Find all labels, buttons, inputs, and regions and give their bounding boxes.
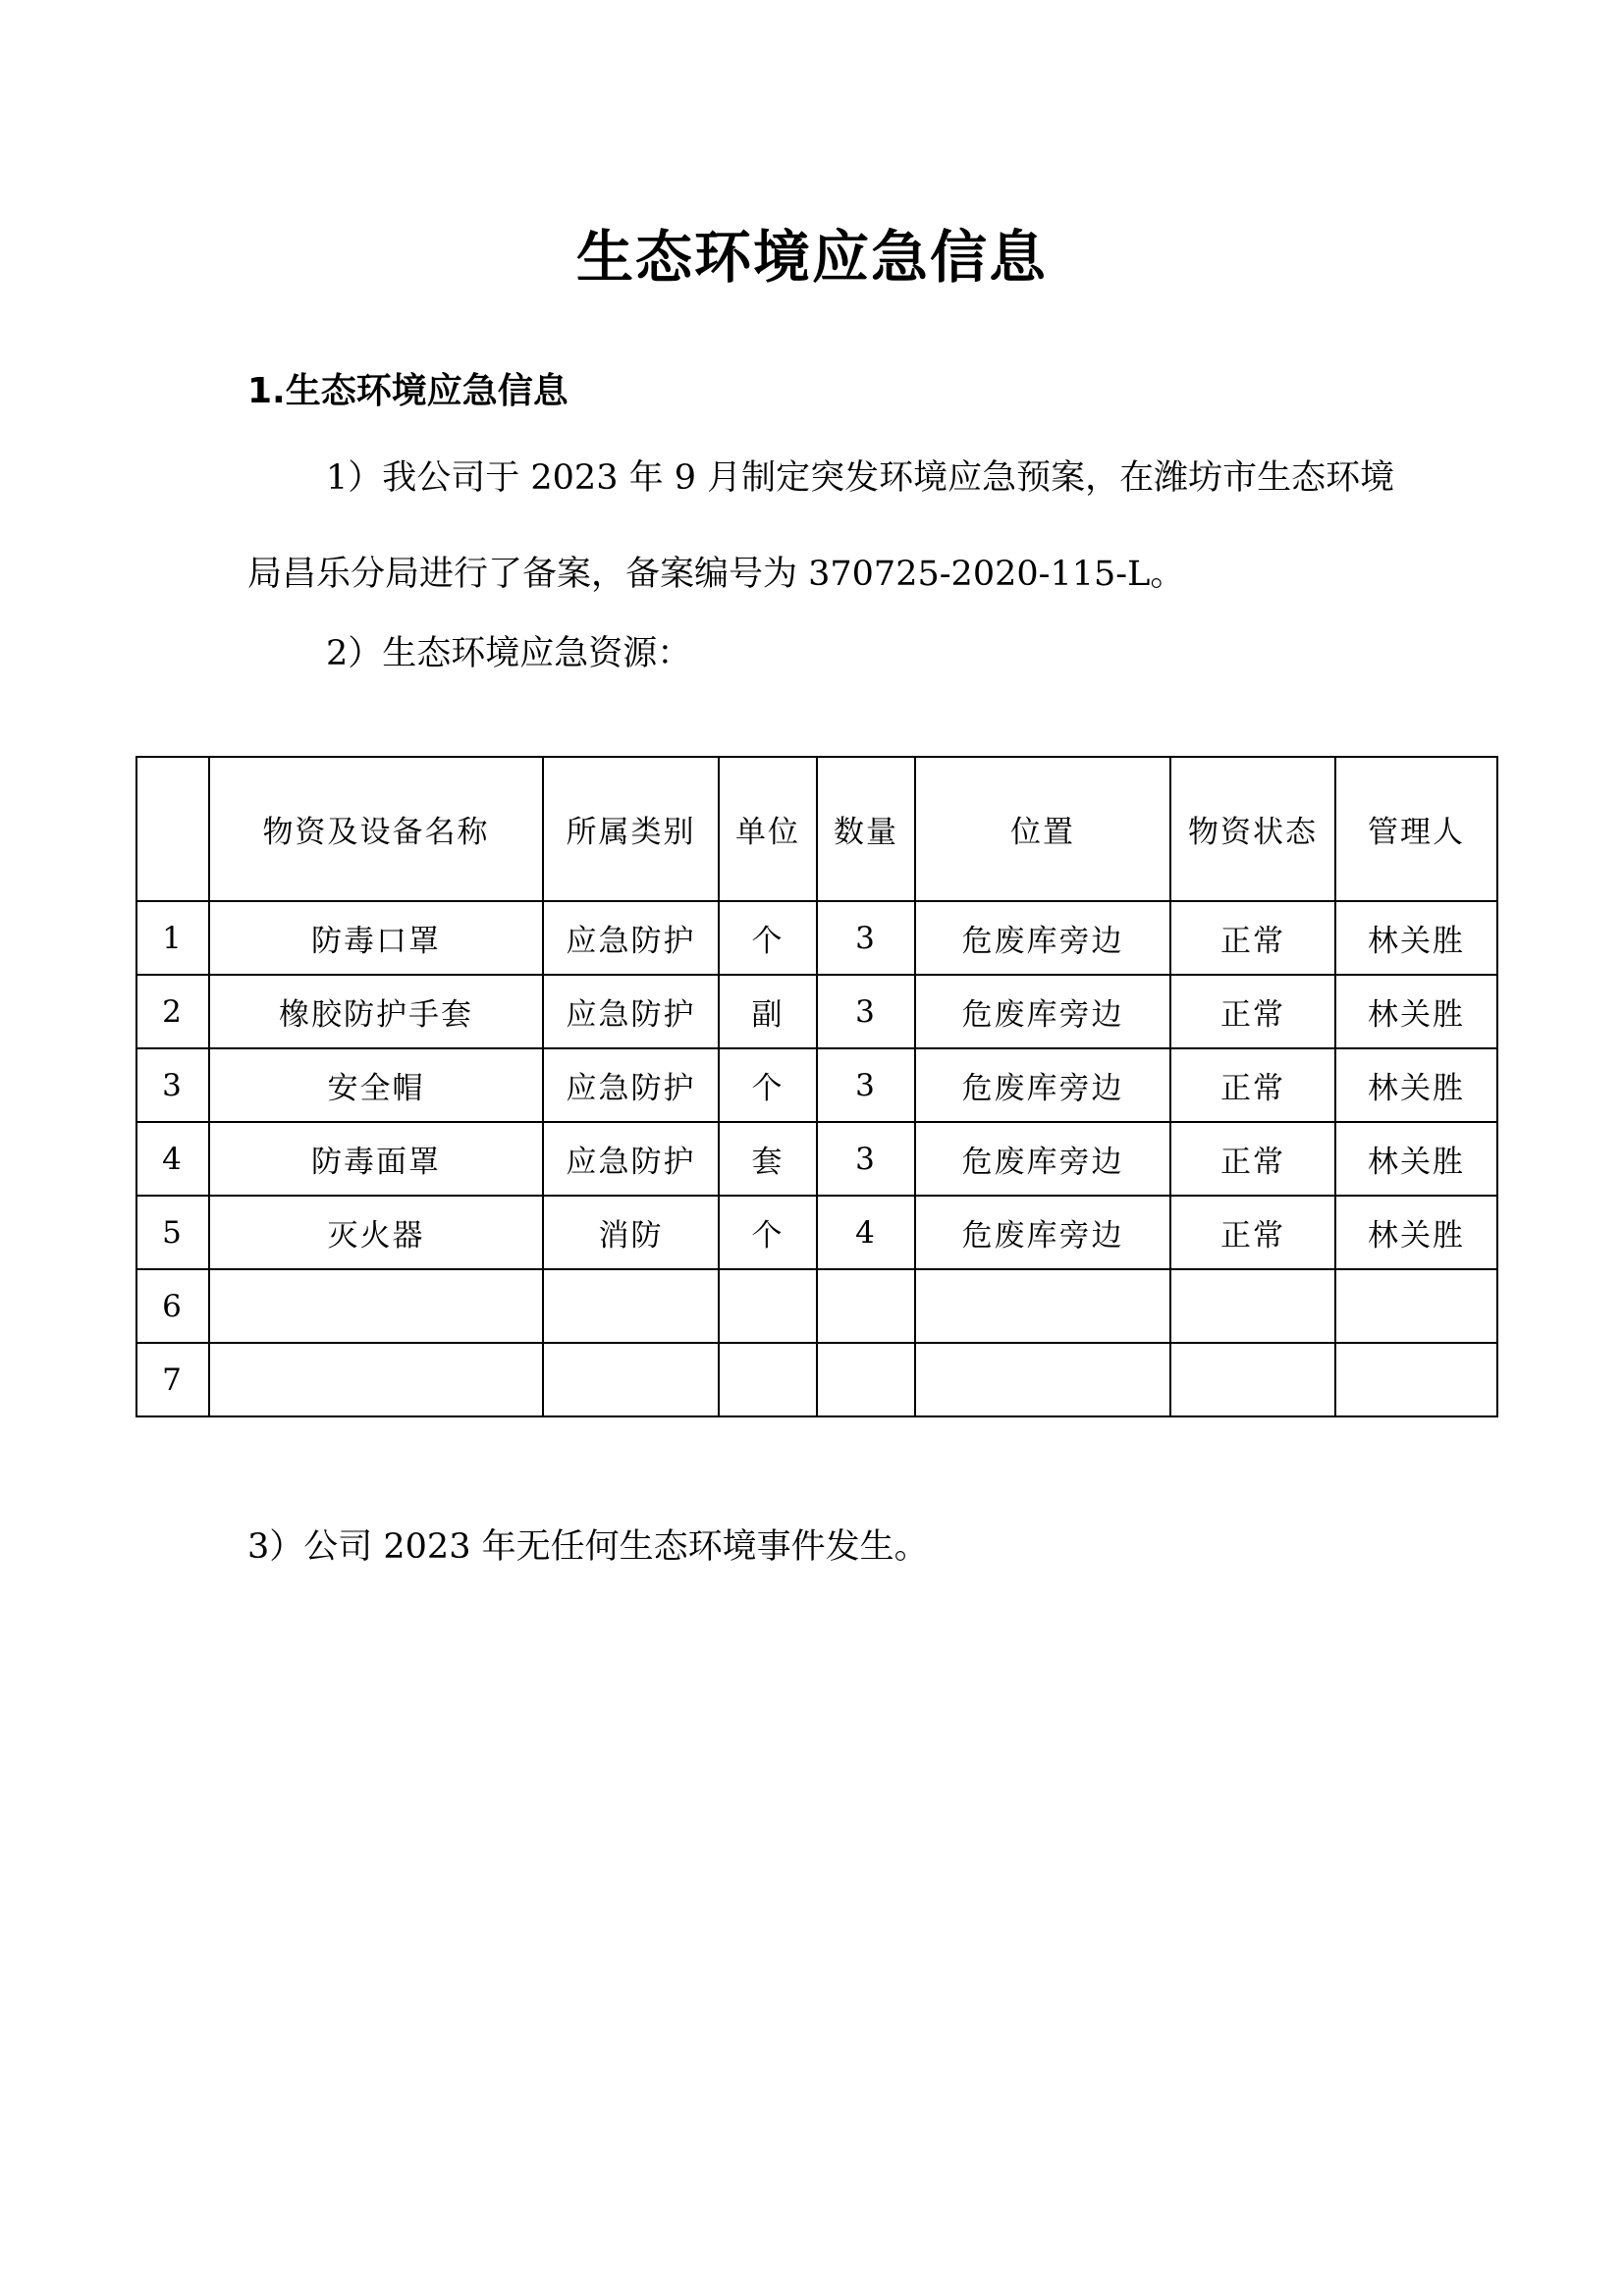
header-category: 所属类别 (543, 757, 719, 901)
row-index: 5 (136, 1196, 209, 1269)
row-index: 1 (136, 901, 209, 975)
manager-cell: 林关胜 (1335, 975, 1497, 1048)
location-cell (915, 1343, 1170, 1416)
table-header-row (136, 757, 1497, 901)
unit-cell: 副 (719, 975, 817, 1048)
quantity-cell: 3 (817, 901, 915, 975)
item-name-cell: 橡胶防护手套 (209, 975, 543, 1048)
item-name-cell: 防毒口罩 (209, 901, 543, 975)
header-index (136, 757, 209, 901)
table-row (136, 1343, 1497, 1416)
header-status: 物资状态 (1170, 757, 1335, 901)
table-row (136, 1269, 1497, 1343)
quantity-cell: 3 (817, 1048, 915, 1122)
manager-cell: 林关胜 (1335, 1122, 1497, 1196)
manager-cell (1335, 1269, 1497, 1343)
status-cell (1170, 1343, 1335, 1416)
row-index: 2 (136, 975, 209, 1048)
status-cell: 正常 (1170, 1048, 1335, 1122)
quantity-cell: 4 (817, 1196, 915, 1269)
item-name-cell (209, 1343, 543, 1416)
resources-table-container (135, 756, 1498, 1417)
table-row (136, 975, 1497, 1048)
category-cell: 应急防护 (543, 1122, 719, 1196)
paragraph-filing-info: 1）我公司于 2023 年 9 月制定突发环境应急预案，在潍坊市生态环境局昌乐分局进行了备案，备案编号为 370725-2020-115-L。 (247, 458, 1395, 594)
unit-cell (719, 1343, 817, 1416)
page-title: 生态环境应急信息 (575, 224, 1048, 291)
category-cell (543, 1343, 719, 1416)
row-index: 3 (136, 1048, 209, 1122)
status-cell (1170, 1269, 1335, 1343)
location-cell: 危废库旁边 (915, 901, 1170, 975)
quantity-cell (817, 1343, 915, 1416)
table-row (136, 1048, 1497, 1122)
row-index: 4 (136, 1122, 209, 1196)
location-cell: 危废库旁边 (915, 975, 1170, 1048)
table-row (136, 901, 1497, 975)
header-manager: 管理人 (1335, 757, 1497, 901)
table-row (136, 1122, 1497, 1196)
item-name-cell: 灭火器 (209, 1196, 543, 1269)
manager-cell: 林关胜 (1335, 1048, 1497, 1122)
row-index: 6 (136, 1269, 209, 1343)
status-cell: 正常 (1170, 1122, 1335, 1196)
unit-cell: 套 (719, 1122, 817, 1196)
category-cell: 应急防护 (543, 1048, 719, 1122)
header-unit: 单位 (719, 757, 817, 901)
status-cell: 正常 (1170, 1196, 1335, 1269)
item-name-cell (209, 1269, 543, 1343)
manager-cell (1335, 1343, 1497, 1416)
resources-table (135, 756, 1498, 1417)
row-index: 7 (136, 1343, 209, 1416)
item-name-cell: 安全帽 (209, 1048, 543, 1122)
category-cell: 应急防护 (543, 901, 719, 975)
location-cell (915, 1269, 1170, 1343)
table-row (136, 1196, 1497, 1269)
header-location: 位置 (915, 757, 1170, 901)
paragraph-no-incidents: 3）公司 2023 年无任何生态环境事件发生。 (247, 1527, 929, 1567)
location-cell: 危废库旁边 (915, 1122, 1170, 1196)
unit-cell: 个 (719, 901, 817, 975)
quantity-cell (817, 1269, 915, 1343)
paragraph-resources-label: 2）生态环境应急资源： (326, 634, 692, 673)
manager-cell: 林关胜 (1335, 901, 1497, 975)
category-cell: 消防 (543, 1196, 719, 1269)
section-heading: 1.生态环境应急信息 (247, 371, 568, 411)
manager-cell: 林关胜 (1335, 1196, 1497, 1269)
quantity-cell: 3 (817, 975, 915, 1048)
status-cell: 正常 (1170, 901, 1335, 975)
unit-cell: 个 (719, 1196, 817, 1269)
location-cell: 危废库旁边 (915, 1196, 1170, 1269)
category-cell (543, 1269, 719, 1343)
quantity-cell: 3 (817, 1122, 915, 1196)
item-name-cell: 防毒面罩 (209, 1122, 543, 1196)
header-quantity: 数量 (817, 757, 915, 901)
category-cell: 应急防护 (543, 975, 719, 1048)
header-item-name: 物资及设备名称 (209, 757, 543, 901)
location-cell: 危废库旁边 (915, 1048, 1170, 1122)
unit-cell: 个 (719, 1048, 817, 1122)
unit-cell (719, 1269, 817, 1343)
status-cell: 正常 (1170, 975, 1335, 1048)
